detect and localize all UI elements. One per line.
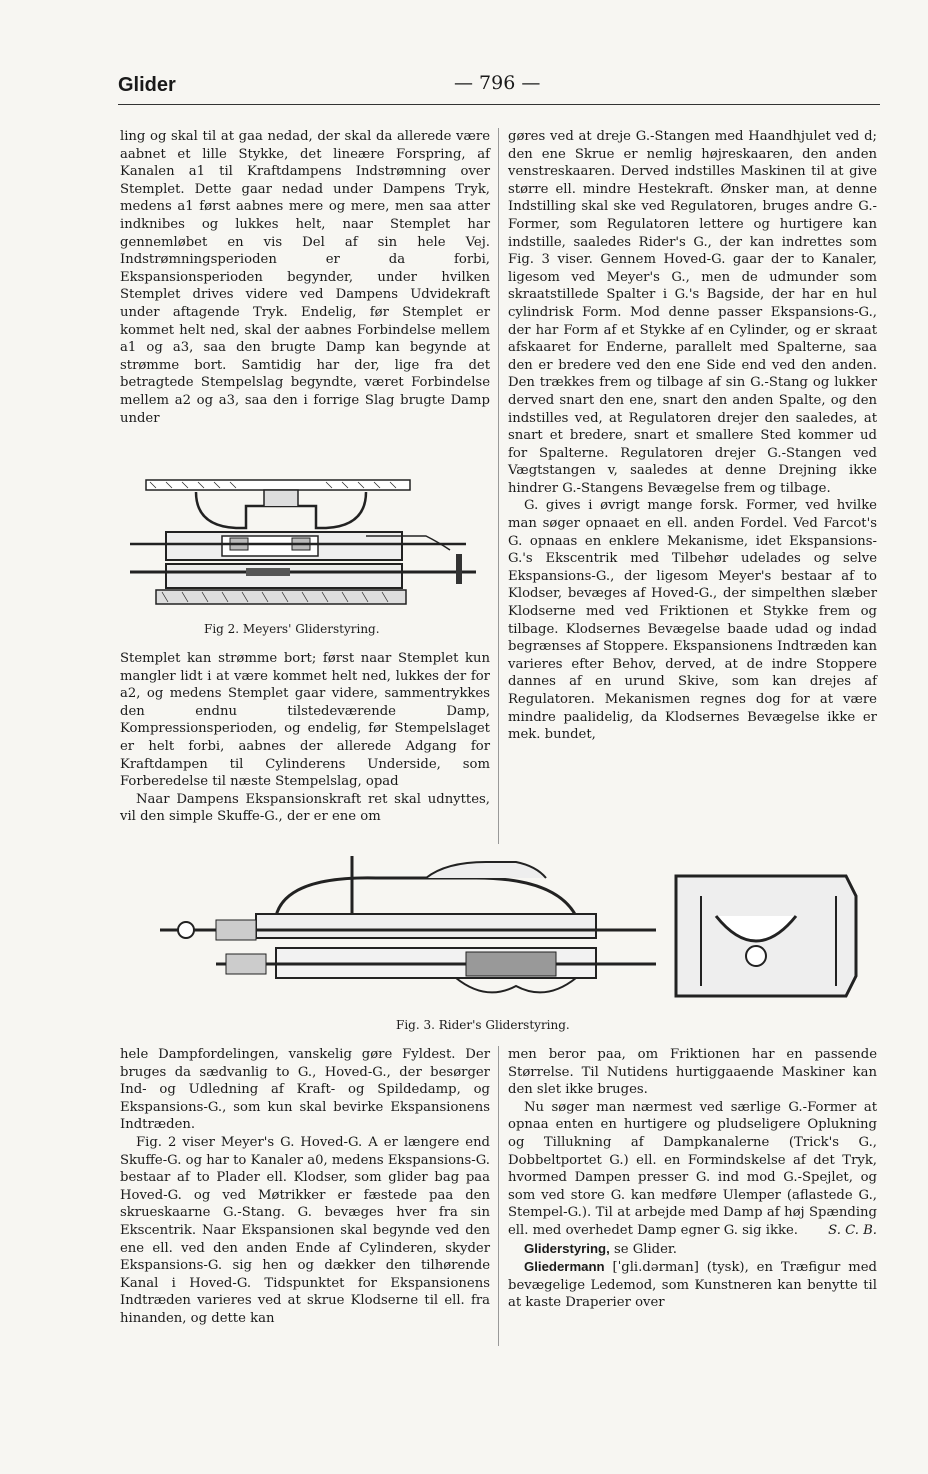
paragraph-text: Nu søger man nærmest ved særlige G.-Former at opnaa enten en hurtigere og pludseligere Oplukning og Tillukning af Dampkanalerne (Trick's G., Dobbeltportet G.) ell. en Formindskelse af det Tryk, hvormed Dampen presser G. ind mod G.-Spejlet, og som ved store G. kan medføre Ulemper (aflastede G., Stempel-G.). Til at arbejde med Damp af høj Spænding ell. med overhedet Damp egner G. sig ikke. <box>508 1099 877 1238</box>
page-header <box>118 74 880 100</box>
column-divider <box>498 128 499 844</box>
column-right-bottom <box>508 1046 877 1312</box>
paragraph <box>508 1099 877 1240</box>
column-left-bottom <box>120 1046 490 1328</box>
paragraph: men beror paa, om Friktionen har en passende Størrelse. Til Nutidens hurtiggaaende Maskiner kan den slet ikke bruges. <box>508 1047 877 1098</box>
figure-3-caption: Fig. 3. Rider's Gliderstyring. <box>396 1018 570 1032</box>
figure-riders-slide-valve <box>156 856 866 1006</box>
entry-headword: Gliderstyring, <box>524 1240 610 1256</box>
dictionary-entry <box>508 1240 877 1259</box>
paragraph: hele Dampfordelingen, vanskelig gøre Fyldest. Der bruges da sædvanlig to G., Hoved-G., der besørger Ind- og Udledning af Kraft- og Spildedamp, og Ekspansions-G., som kun skal bevirke Ekspansionens Indtræden. <box>120 1047 490 1133</box>
figure-meyers-slide-valve <box>126 476 490 608</box>
entry-headword: Gliedermann <box>524 1259 605 1275</box>
paragraph: Fig. 2 viser Meyer's G. Hoved-G. A er længere end Skuffe-G. og har to Kanaler a0, medens Ekspansions-G. bestaar af to Plader ell. Klodser, som glider bag paa Hoved-G. og ved Møtrikker er fæstede paa den skrueskaarne G.-Stang. G. bevæges hver fra sin Ekscentrik. Naar Ekspansionen skal begynde ved den ene ell. ved den anden Ende af Cylinderen, skyder Ekspansions-G. sig hen og dækker den tilhørende Kanal i Hoved-G. Tidspunktet for Ekspansionens Indtræden varieres ved at skrue Klodserne til ell. fra hinanden, og dette kan <box>120 1134 490 1326</box>
entry-text: se Glider. <box>609 1241 677 1257</box>
paragraph: gøres ved at dreje G.-Stangen med Haandhjulet ved d; den ene Skrue er nemlig højreskaaren, den anden venstreskaaren. Derved indstilles Maskinen til at give større ell. mindre Hestekraft. Ønsker man, at denne Indstilling skal ske ved Regulatoren, bruges andre G.-Former, som Regulatoren lettere og hurtigere kan indstille, saaledes Rider's G., der kan indrettes som Fig. 3 viser. Gennem Hoved-G. gaar der to Kanaler, ligesom ved Meyer's G., men de udmunder som skraatstillede Spalter i G.'s Bagside, der har en hul cylindrisk Form. Mod denne passer Ekspansions-G., der har Form af et Stykke af en Cylinder, og er skraat afskaaret for Enderne, parallelt med Spalterne, saa den er bredere ved den ene Side end ved den anden. Den trækkes frem og tilbage af sin G.-Stang og lukker derved snart den ene, snart den anden Spalte, og den indstilles ved, at Regulatoren drejer den saaledes, at snart et bredere, snart et smallere Sted kommer ud for Spalterne. Regulatoren drejer G.-Stangen ved Vægtstangen v, saaledes at denne Drejning ikke hindrer G.-Stangens Bevægelse frem og tilbage. <box>508 129 877 496</box>
entry-text: [ˈgli.dərman] (tysk), en Træfigur med bevægelige Ledemod, som Kunstneren kan benytte til at kaste Draperier over <box>508 1260 877 1311</box>
dictionary-entry <box>508 1258 877 1312</box>
author-signature: S. C. B. <box>828 1222 877 1238</box>
column-left-top <box>120 128 490 427</box>
paragraph: Stemplet kan strømme bort; først naar Stemplet kun mangler lidt i at være kommet helt ned, lukkes der for a2, og medens Stemplet gaar videre, sammentrykkes den endnu tilstedeværende Damp, Kompressionsperioden, og endelig, før Stempelslaget er helt forbi, aabnes der allerede Adgang for Kraftdampen til Cylinderens Underside, som Forberedelse til næste Stempelslag, opad <box>120 651 490 790</box>
paragraph: ling og skal til at gaa nedad, der skal da allerede være aabnet et lille Stykke, det lineære Forspring, af Kanalen a1 til Kraftdampens Indstrømning over Stemplet. Dette gaar nedad under Dampens Tryk, medens a1 først aabnes mere og mere, men saa atter indknibes og lukkes helt, naar Stemplet har gennemløbet en vis Del af sin hele Vej. Indstrømningsperioden er da forbi, Ekspansionsperioden begynder, under hvilken Stemplet drives videre ved Dampens Udvidekraft under aftagende Tryk. Endelig, før Stemplet er kommet helt ned, skal der aabnes Forbindelse mellem a1 og a3, saa den brugte Damp kan begynde at strømme bort. Samtidig har der, lige fra det betragtede Stempelslag begyndte, været Forbindelse mellem a2 og a3, saa den i forrige Slag brugte Damp under <box>120 129 490 426</box>
column-divider <box>498 1046 499 1346</box>
figure-2-caption: Fig 2. Meyers' Gliderstyring. <box>204 622 380 636</box>
paragraph: G. gives i øvrigt mange forsk. Former, ved hvilke man søger opnaaet en ell. anden Fordel. Ved Farcot's G. opnaas en enklere Mekanisme, idet Ekspansions-G.'s Ekscentrik med Tilbehør udelades og selve Ekspansions-G., der ligesom Meyer's bestaar af to Klodser, bevæges af Hoved-G., der simpelthen slæber Klodserne med ved Friktionen et Stykke frem og tilbage. Klodsernes Bevægelse baade udad og indad begrænses af Stoppere. Ekspansionens Indtræden kan varieres efter Behov, derved, at de indre Stoppere dannes af en urund Skive, som kan drejes af Regulatoren. Mekanismen regnes dog for at være mindre paalidelig, da Klodsernes Bevægelse ikke er mek. bundet, <box>508 498 877 743</box>
column-left-lower <box>120 650 490 826</box>
running-head: Glider <box>118 74 176 96</box>
header-rule <box>118 104 880 105</box>
paragraph: Naar Dampens Ekspansionskraft ret skal udnyttes, vil den simple Skuffe-G., der er ene om <box>120 791 490 825</box>
page-number: — 796 — <box>454 72 541 94</box>
column-right-top <box>508 128 877 744</box>
